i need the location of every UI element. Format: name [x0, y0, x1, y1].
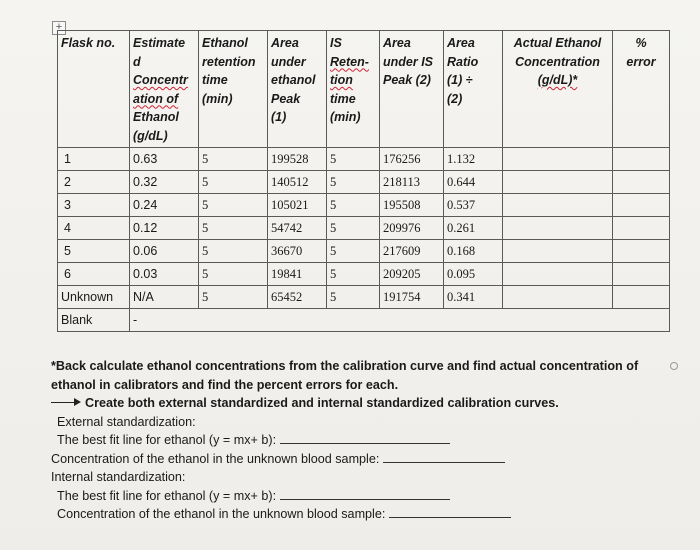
header-ethanol-peak-area: Area under ethanol Peak (1) [268, 31, 327, 148]
header-area-ratio: Area Ratio (1) ÷ (2) [444, 31, 503, 148]
cell-flask-no: 2 [58, 171, 130, 194]
internal-fit-answer-blank[interactable] [280, 487, 450, 500]
cell-is-retention-time: 5 [327, 171, 380, 194]
cell-estimated-concentration: 0.06 [130, 240, 199, 263]
cell-retention-time: 5 [199, 171, 268, 194]
cell-percent-error [613, 286, 670, 309]
header-is-retention-time: IS Reten- tion time (min) [327, 31, 380, 148]
cell-flask-no: Unknown [58, 286, 130, 309]
cell-percent-error [613, 171, 670, 194]
cell-actual-concentration [503, 148, 613, 171]
table-row [58, 263, 670, 286]
cell-area-ratio: 0.261 [444, 217, 503, 240]
external-fit-answer-blank[interactable] [280, 431, 450, 444]
cell-actual-concentration [503, 263, 613, 286]
header-percent-error: % error [613, 31, 670, 148]
cell-retention-time: 5 [199, 194, 268, 217]
table-row [58, 194, 670, 217]
cell-area-ratio: 0.168 [444, 240, 503, 263]
table-row [58, 286, 670, 309]
internal-fit-line: The best fit line for ethanol (y = mx+ b): [51, 487, 671, 506]
cell-is-retention-time: 5 [327, 217, 380, 240]
external-fit-line: The best fit line for ethanol (y = mx+ b): [51, 431, 671, 450]
cell-is-area: 195508 [380, 194, 444, 217]
cell-area-ratio: 1.132 [444, 148, 503, 171]
cell-percent-error [613, 240, 670, 263]
cell-ethanol-area: 199528 [268, 148, 327, 171]
cell-is-area: 176256 [380, 148, 444, 171]
table-row [58, 240, 670, 263]
cell-estimated-concentration: 0.32 [130, 171, 199, 194]
cell-ethanol-area: 140512 [268, 171, 327, 194]
right-arrow-icon [51, 397, 81, 407]
internal-heading: Internal standardization: [51, 470, 186, 484]
cell-is-area: 218113 [380, 171, 444, 194]
cell-ethanol-area: 36670 [268, 240, 327, 263]
cell-blank-label: Blank [58, 309, 130, 332]
cell-is-retention-time: 5 [327, 148, 380, 171]
header-actual-concentration: Actual Ethanol Concentration (g/dL)* [503, 31, 613, 148]
cell-percent-error [613, 263, 670, 286]
cell-ethanol-area: 54742 [268, 217, 327, 240]
header-is-peak-area: Area under IS Peak (2) [380, 31, 444, 148]
cell-estimated-concentration: 0.63 [130, 148, 199, 171]
resize-handle-icon[interactable] [670, 362, 678, 370]
external-concentration-line: Concentration of the ethanol in the unknown blood sample: [51, 450, 671, 469]
header-estimated-concentration: Estimate d Concentr ation of Ethanol (g/dL) [130, 31, 199, 148]
cell-percent-error [613, 194, 670, 217]
cell-is-retention-time: 5 [327, 286, 380, 309]
cell-actual-concentration [503, 171, 613, 194]
cell-is-retention-time: 5 [327, 240, 380, 263]
internal-concentration-line: Concentration of the ethanol in the unknown blood sample: [51, 505, 671, 524]
cell-area-ratio: 0.644 [444, 171, 503, 194]
cell-retention-time: 5 [199, 286, 268, 309]
external-heading: External standardization: [57, 414, 196, 429]
cell-is-retention-time: 5 [327, 263, 380, 286]
table-row [58, 148, 670, 171]
cell-percent-error [613, 217, 670, 240]
note-percent-errors: ethanol in calibrators and find the percent errors for each. [51, 377, 399, 392]
cell-actual-concentration [503, 286, 613, 309]
cell-area-ratio: 0.537 [444, 194, 503, 217]
cell-flask-no: 5 [58, 240, 130, 263]
cell-estimated-concentration: N/A [130, 286, 199, 309]
note-create-curves: Create both external standardized and internal standardized calibration curves. [51, 394, 671, 413]
header-ethanol-retention-time: Ethanol retention time (min) [199, 31, 268, 148]
cell-is-area: 209205 [380, 263, 444, 286]
cell-ethanol-area: 105021 [268, 194, 327, 217]
table-header-row [58, 31, 670, 148]
external-concentration-answer-blank[interactable] [383, 450, 505, 463]
cell-retention-time: 5 [199, 148, 268, 171]
cell-percent-error [613, 148, 670, 171]
cell-is-area: 209976 [380, 217, 444, 240]
cell-estimated-concentration: 0.03 [130, 263, 199, 286]
cell-flask-no: 4 [58, 217, 130, 240]
cell-area-ratio: 0.095 [444, 263, 503, 286]
cell-flask-no: 1 [58, 148, 130, 171]
cell-blank-value: - [130, 309, 670, 332]
cell-retention-time: 5 [199, 240, 268, 263]
cell-actual-concentration [503, 217, 613, 240]
cell-is-area: 191754 [380, 286, 444, 309]
table-row [58, 171, 670, 194]
table-row-blank [58, 309, 670, 332]
cell-estimated-concentration: 0.12 [130, 217, 199, 240]
cell-area-ratio: 0.341 [444, 286, 503, 309]
table-move-handle-icon[interactable]: + [52, 21, 66, 35]
note-back-calculate: *Back calculate ethanol concentrations from the calibration curve and find actual concentration of [51, 359, 639, 373]
data-table [57, 30, 670, 332]
cell-retention-time: 5 [199, 217, 268, 240]
cell-is-retention-time: 5 [327, 194, 380, 217]
internal-concentration-answer-blank[interactable] [389, 505, 511, 518]
instructions [51, 357, 671, 524]
header-flask-no: Flask no. [58, 31, 130, 148]
cell-is-area: 217609 [380, 240, 444, 263]
cell-actual-concentration [503, 194, 613, 217]
cell-estimated-concentration: 0.24 [130, 194, 199, 217]
cell-actual-concentration [503, 240, 613, 263]
cell-flask-no: 6 [58, 263, 130, 286]
table-row [58, 217, 670, 240]
cell-ethanol-area: 19841 [268, 263, 327, 286]
cell-ethanol-area: 65452 [268, 286, 327, 309]
cell-retention-time: 5 [199, 263, 268, 286]
cell-flask-no: 3 [58, 194, 130, 217]
